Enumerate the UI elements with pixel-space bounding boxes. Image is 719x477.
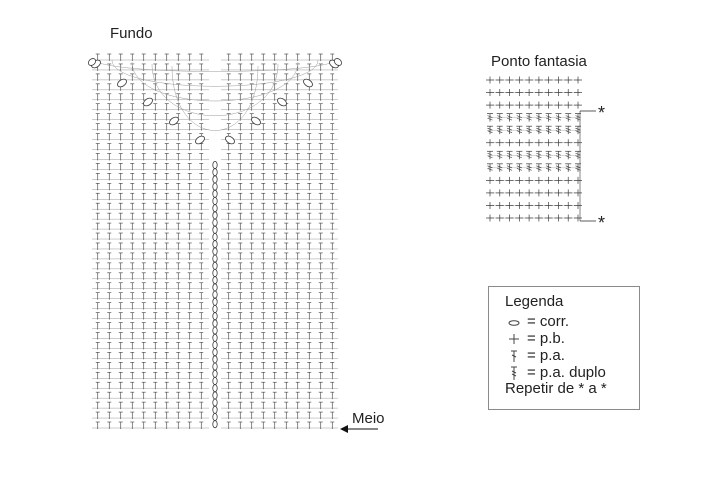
fantasia-row xyxy=(486,102,582,109)
single-crochet-stitch xyxy=(564,189,572,196)
single-crochet-stitch xyxy=(496,77,504,84)
middle-label: Meio xyxy=(352,410,385,427)
single-crochet-stitch xyxy=(535,202,543,209)
single-crochet-stitch xyxy=(554,139,562,146)
single-crochet-stitch xyxy=(554,77,562,84)
single-crochet-stitch xyxy=(515,177,523,184)
treble-crochet-stitch xyxy=(487,164,493,172)
single-crochet-stitch xyxy=(496,139,504,146)
single-crochet-stitch xyxy=(535,102,543,109)
single-crochet-stitch xyxy=(545,202,553,209)
fantasia-row xyxy=(486,77,582,84)
single-crochet-stitch xyxy=(506,215,514,222)
single-crochet-stitch xyxy=(486,139,494,146)
single-crochet-stitch xyxy=(496,215,504,222)
single-crochet-stitch xyxy=(574,89,582,96)
treble-crochet-stitch xyxy=(487,151,493,159)
double-crochet-symbol-icon xyxy=(507,348,521,364)
treble-crochet-symbol-icon xyxy=(507,365,521,381)
fantasia-row xyxy=(487,164,581,172)
single-crochet-stitch xyxy=(545,77,553,84)
single-crochet-stitch xyxy=(506,189,514,196)
legend-item-treble-crochet xyxy=(507,365,606,381)
legend-label-chain: = corr. xyxy=(527,313,570,330)
single-crochet-stitch xyxy=(496,189,504,196)
fantasia-row xyxy=(486,139,582,146)
single-crochet-stitch xyxy=(506,202,514,209)
single-crochet-stitch xyxy=(574,177,582,184)
single-crochet-stitch xyxy=(574,77,582,84)
single-crochet-stitch xyxy=(574,189,582,196)
legend-item-single-crochet xyxy=(507,331,565,347)
fundo-title: Fundo xyxy=(110,25,153,42)
single-crochet-stitch xyxy=(545,177,553,184)
treble-crochet-stitch xyxy=(487,114,493,122)
single-crochet-stitch xyxy=(535,215,543,222)
single-crochet-stitch xyxy=(515,89,523,96)
single-crochet-stitch xyxy=(554,202,562,209)
fantasia-row xyxy=(486,215,582,222)
single-crochet-stitch xyxy=(574,102,582,109)
single-crochet-stitch xyxy=(554,89,562,96)
single-crochet-stitch xyxy=(564,139,572,146)
fantasia-row xyxy=(486,202,582,209)
fantasia-row xyxy=(486,189,582,196)
treble-crochet-stitch xyxy=(487,126,493,134)
single-crochet-stitch xyxy=(564,102,572,109)
single-crochet-stitch xyxy=(554,177,562,184)
single-crochet-stitch xyxy=(545,102,553,109)
single-crochet-stitch xyxy=(486,77,494,84)
single-crochet-stitch xyxy=(496,177,504,184)
single-crochet-stitch xyxy=(496,202,504,209)
single-crochet-stitch xyxy=(506,139,514,146)
legend-title: Legenda xyxy=(505,293,564,310)
single-crochet-stitch xyxy=(486,202,494,209)
chain-symbol-icon xyxy=(507,314,521,330)
single-crochet-stitch xyxy=(506,77,514,84)
legend-item-double-crochet xyxy=(507,348,565,364)
single-crochet-stitch xyxy=(515,139,523,146)
single-crochet-stitch xyxy=(486,102,494,109)
single-crochet-stitch xyxy=(525,77,533,84)
single-crochet-stitch xyxy=(525,177,533,184)
single-crochet-stitch xyxy=(545,189,553,196)
fantasia-row xyxy=(487,114,581,122)
single-crochet-stitch xyxy=(564,77,572,84)
single-crochet-stitch xyxy=(515,215,523,222)
single-crochet-stitch xyxy=(564,202,572,209)
single-crochet-stitch xyxy=(535,89,543,96)
fantasia-row xyxy=(486,177,582,184)
legend-label-treble-crochet: = p.a. duplo xyxy=(527,364,606,381)
single-crochet-stitch xyxy=(496,102,504,109)
single-crochet-stitch xyxy=(506,177,514,184)
repeat-marker-top: * xyxy=(598,103,606,123)
fantasia-row xyxy=(487,126,581,134)
single-crochet-stitch xyxy=(525,215,533,222)
single-crochet-stitch xyxy=(525,202,533,209)
single-crochet-stitch xyxy=(515,202,523,209)
legend-box xyxy=(488,286,640,410)
single-crochet-stitch xyxy=(545,89,553,96)
single-crochet-stitch xyxy=(486,189,494,196)
single-crochet-stitch xyxy=(535,77,543,84)
single-crochet-stitch xyxy=(554,189,562,196)
single-crochet-stitch xyxy=(554,215,562,222)
single-crochet-symbol-icon xyxy=(507,331,521,347)
legend-item-chain xyxy=(507,314,569,330)
fantasia-row xyxy=(487,151,581,159)
single-crochet-stitch xyxy=(525,189,533,196)
single-crochet-stitch xyxy=(545,139,553,146)
single-crochet-stitch xyxy=(545,215,553,222)
single-crochet-stitch xyxy=(496,89,504,96)
single-crochet-stitch xyxy=(535,177,543,184)
single-crochet-stitch xyxy=(515,77,523,84)
legend-label-single-crochet: = p.b. xyxy=(527,330,565,347)
legend-repeat-text: Repetir de * a * xyxy=(505,380,607,397)
single-crochet-stitch xyxy=(486,89,494,96)
single-crochet-stitch xyxy=(506,89,514,96)
single-crochet-stitch xyxy=(525,139,533,146)
single-crochet-stitch xyxy=(574,215,582,222)
single-crochet-stitch xyxy=(535,139,543,146)
single-crochet-stitch xyxy=(564,215,572,222)
single-crochet-stitch xyxy=(525,102,533,109)
single-crochet-stitch xyxy=(574,139,582,146)
single-crochet-stitch xyxy=(535,189,543,196)
single-crochet-stitch xyxy=(525,89,533,96)
single-crochet-stitch xyxy=(486,215,494,222)
ponto-fantasia-title: Ponto fantasia xyxy=(491,53,587,70)
repeat-marker-bottom: * xyxy=(598,213,606,233)
single-crochet-stitch xyxy=(564,89,572,96)
single-crochet-stitch xyxy=(506,102,514,109)
single-crochet-stitch xyxy=(486,177,494,184)
single-crochet-stitch xyxy=(554,102,562,109)
single-crochet-stitch xyxy=(515,102,523,109)
fantasia-row xyxy=(486,89,582,96)
single-crochet-stitch xyxy=(574,202,582,209)
single-crochet-stitch xyxy=(515,189,523,196)
single-crochet-stitch xyxy=(564,177,572,184)
legend-label-double-crochet: = p.a. xyxy=(527,347,565,364)
